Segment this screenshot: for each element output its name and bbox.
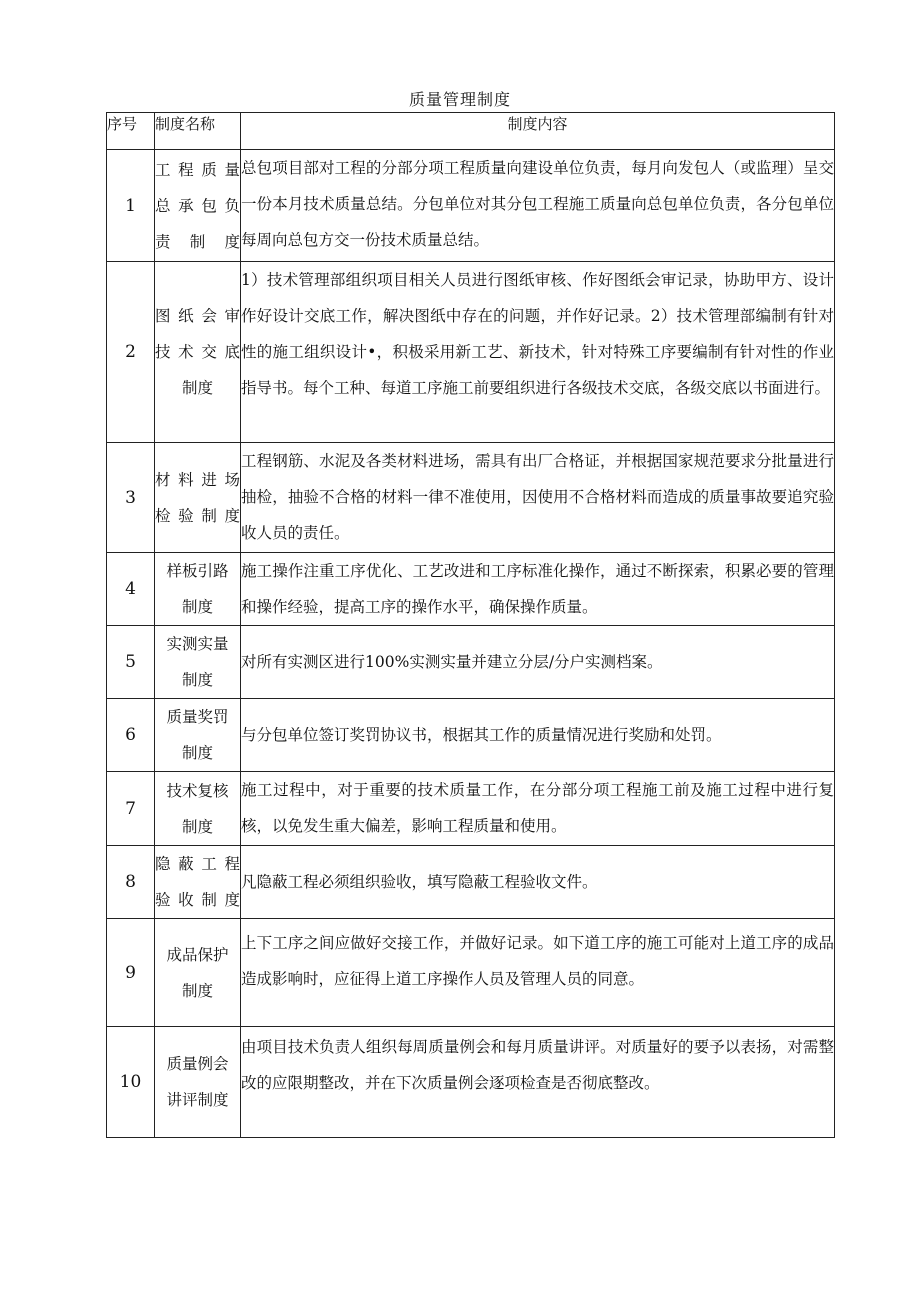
header-name: 制度名称 (155, 113, 241, 150)
table-row (107, 443, 835, 553)
row-name-line: 材料进场 (155, 470, 240, 489)
table-row (107, 150, 835, 262)
row-name-line: 技术复核 (166, 781, 229, 800)
row-name-line: 制度 (181, 744, 213, 762)
row-content: 凡隐蔽工程必须组织验收，填写隐蔽工程验收文件。 (241, 846, 835, 919)
row-seq: 3 (107, 443, 155, 553)
row-name (155, 846, 241, 919)
quality-management-table (106, 112, 835, 1138)
row-content: 由项目技术负责人组织每周质量例会和每月质量讲评。对质量好的要予以表扬，对需整改的应限期整改，并在下次质量例会逐项检查是否彻底整改。 (241, 1027, 835, 1138)
row-name-line: 实测实量 (166, 635, 229, 653)
row-seq: 1 (107, 150, 155, 262)
row-name-line: 讲评制度 (166, 1091, 229, 1109)
row-content: 与分包单位签订奖罚协议书，根据其工作的质量情况进行奖励和处罚。 (241, 699, 835, 772)
row-name-line: 图纸会审 (155, 307, 240, 325)
table-row (107, 846, 835, 919)
table-row (107, 626, 835, 699)
row-seq: 5 (107, 626, 155, 699)
row-name-line: 质量奖罚 (166, 708, 229, 726)
header-seq: 序号 (107, 113, 155, 150)
row-name-line: 制度 (181, 379, 213, 397)
row-name (155, 1027, 241, 1138)
table-row (107, 919, 835, 1027)
row-name (155, 699, 241, 772)
row-name (155, 443, 241, 553)
row-name-line: 制度 (181, 817, 213, 836)
row-name-line: 技术交底 (155, 343, 240, 361)
row-content: 上下工序之间应做好交接工作，并做好记录。如下道工序的施工可能对上道工序的成品造成影响时，应征得上道工序操作人员及管理人员的同意。 (241, 919, 835, 1027)
row-seq: 8 (107, 846, 155, 919)
row-name-line: 质量例会 (166, 1055, 229, 1073)
row-name-line: 工程质量 (155, 160, 240, 179)
row-content: 工程钢筋、水泥及各类材料进场，需具有出厂合格证，并根据国家规范要求分批量进行抽检，抽验不合格的材料一律不准使用，因使用不合格材料而造成的质量事故要追究验收人员的责任。 (241, 443, 835, 553)
row-seq: 6 (107, 699, 155, 772)
row-content: 总包项目部对工程的分部分项工程质量向建设单位负责，每月向发包人（或监理）呈交一份本月技术质量总结。分包单位对其分包工程施工质量向总包单位负责，各分包单位每周向总包方交一份技术质量总结。 (241, 150, 835, 262)
row-seq: 7 (107, 772, 155, 846)
row-content: 施工操作注重工序优化、工艺改进和工序标准化操作，通过不断探索，积累必要的管理和操作经验，提高工序的操作水平，确保操作质量。 (241, 553, 835, 626)
document-title: 质量管理制度 (408, 90, 511, 109)
row-name-line: 制度 (181, 598, 213, 616)
row-content: 对所有实测区进行100%实测实量并建立分层/分户实测档案。 (241, 626, 835, 699)
header-content: 制度内容 (241, 113, 835, 150)
row-name-line: 总承包负 (155, 196, 240, 215)
table-row (107, 699, 835, 772)
row-name-line: 检验制度 (155, 506, 240, 525)
table-row (107, 772, 835, 846)
row-name (155, 772, 241, 846)
row-name (155, 262, 241, 443)
table-row (107, 262, 835, 443)
row-name (155, 626, 241, 699)
row-name-line: 样板引路 (166, 562, 229, 580)
table-header-row (107, 113, 835, 150)
row-name-line: 责制度 (155, 232, 240, 251)
row-content: 施工过程中，对于重要的技术质量工作，在分部分项工程施工前及施工过程中进行复核，以免发生重大偏差，影响工程质量和使用。 (241, 772, 835, 846)
row-seq: 10 (107, 1027, 155, 1138)
row-name-line: 隐蔽工程 (155, 855, 240, 873)
row-seq: 4 (107, 553, 155, 626)
row-name (155, 919, 241, 1027)
row-name-line: 制度 (181, 671, 213, 689)
row-name-line: 制度 (181, 981, 213, 1000)
row-name (155, 553, 241, 626)
table-row (107, 1027, 835, 1138)
row-seq: 2 (107, 262, 155, 443)
row-name-line: 成品保护 (166, 945, 229, 964)
row-content: 1）技术管理部组织项目相关人员进行图纸审核、作好图纸会审记录，协助甲方、设计作好设计交底工作，解决图纸中存在的问题，并作好记录。2）技术管理部编制有针对性的施工组织设计•，积极采用新工艺、新技术，针对特殊工序要编制有针对性的作业指导书。每个工种、每道工序施工前要组织进行各级技术交底，各级交底以书面进行。 (241, 262, 835, 443)
row-name (155, 150, 241, 262)
table-row (107, 553, 835, 626)
row-name-line: 验收制度 (155, 891, 240, 909)
row-seq: 9 (107, 919, 155, 1027)
